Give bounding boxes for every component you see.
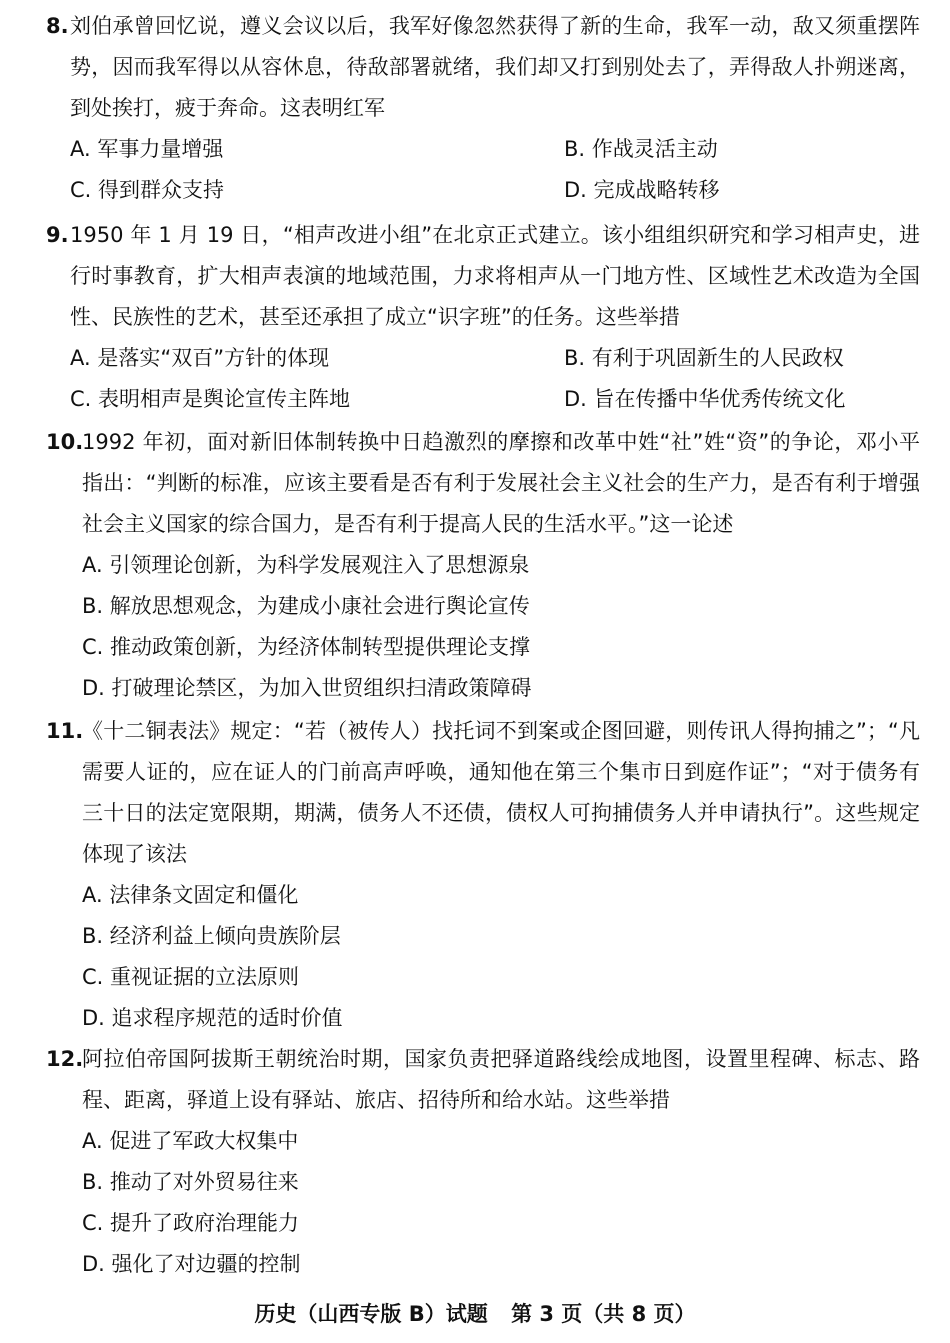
option-d[interactable]: D. 追求程序规范的适时价值 (82, 1006, 343, 1030)
option-c[interactable]: C. 重视证据的立法原则 (82, 965, 300, 989)
question-text: 《十二铜表法》规定：“若（被传人）找托词不到案或企图回避，则传讯人得拘捕之”；“凡需要人证的，应在证人的门前高声呼唤，通知他在第三个集市日到庭作证”；“对于债务有三十日的法定宽限期，期满，债务人不还债，债权人可拘捕债务人并申请执行”。这些规定体现了该法 (82, 719, 920, 866)
option-c[interactable]: C. 得到群众支持 (70, 178, 225, 202)
footer-subject: 历史（山西专版 B）试题 (254, 1302, 488, 1326)
option-a[interactable]: A. 引领理论创新，为科学发展观注入了思想源泉 (82, 553, 530, 577)
option-a[interactable]: A. 军事力量增强 (70, 137, 224, 161)
question-number: 11. (46, 719, 84, 743)
question-number: 12. (46, 1047, 84, 1071)
question-text: 1950 年 1 月 19 日，“相声改进小组”在北京正式建立。该小组组织研究和学习相声史，进行时事教育，扩大相声表演的地域范围，力求将相声从一门地方性、区域性艺术改造为全国性、民族性的艺术，甚至还承担了成立“识字班”的任务。这些举措 (70, 223, 920, 329)
question-stem (0, 422, 950, 545)
options-list (0, 338, 950, 420)
question-text: 刘伯承曾回忆说，遵义会议以后，我军好像忽然获得了新的生命，我军一动，敌又须重摆阵势，因而我军得以从容休息，待敌部署就绪，我们却又打到别处去了，弄得敌人扑朔迷离，到处挨打，疲于奔命。这表明红军 (70, 14, 920, 120)
options-list (0, 545, 950, 709)
option-c[interactable]: C. 提升了政府治理能力 (82, 1211, 300, 1235)
question-text: 阿拉伯帝国阿拔斯王朝统治时期，国家负责把驿道路线绘成地图，设置里程碑、标志、路程、距离，驿道上设有驿站、旅店、招待所和给水站。这些举措 (82, 1047, 920, 1112)
question-stem (0, 1039, 950, 1121)
footer-page-number: 第 3 页（共 8 页） (511, 1302, 696, 1326)
question-number: 8. (46, 14, 69, 38)
option-b[interactable]: B. 有利于巩固新生的人民政权 (564, 346, 844, 370)
page-footer (0, 1296, 950, 1332)
option-d[interactable]: D. 打破理论禁区，为加入世贸组织扫清政策障碍 (82, 676, 532, 700)
question-12 (0, 1039, 950, 1285)
question-8 (0, 6, 950, 211)
option-b[interactable]: B. 作战灵活主动 (564, 137, 718, 161)
option-a[interactable]: A. 促进了军政大权集中 (82, 1129, 299, 1153)
question-9 (0, 215, 950, 420)
question-11 (0, 711, 950, 1039)
question-stem (0, 711, 950, 875)
option-b[interactable]: B. 解放思想观念，为建成小康社会进行舆论宣传 (82, 594, 530, 618)
option-d[interactable]: D. 旨在传播中华优秀传统文化 (564, 387, 846, 411)
option-a[interactable]: A. 法律条文固定和僵化 (82, 883, 299, 907)
option-b[interactable]: B. 经济利益上倾向贵族阶层 (82, 924, 341, 948)
question-10 (0, 422, 950, 709)
option-d[interactable]: D. 强化了对边疆的控制 (82, 1252, 301, 1276)
option-c[interactable]: C. 表明相声是舆论宣传主阵地 (70, 387, 351, 411)
option-b[interactable]: B. 推动了对外贸易往来 (82, 1170, 299, 1194)
option-a[interactable]: A. 是落实“双百”方针的体现 (70, 346, 330, 370)
question-stem (0, 6, 950, 129)
question-text: 1992 年初，面对新旧体制转换中日趋激烈的摩擦和改革中姓“社”姓“资”的争论，邓小平指出：“判断的标准，应该主要看是否有利于发展社会主义社会的生产力，是否有利于增强社会主义国家的综合国力，是否有利于提高人民的生活水平。”这一论述 (82, 430, 920, 536)
question-stem (0, 215, 950, 338)
option-d[interactable]: D. 完成战略转移 (564, 178, 720, 202)
option-c[interactable]: C. 推动政策创新，为经济体制转型提供理论支撑 (82, 635, 531, 659)
options-list (0, 1121, 950, 1285)
options-list (0, 875, 950, 1039)
options-list (0, 129, 950, 211)
question-number: 9. (46, 223, 69, 247)
question-number: 10. (46, 430, 84, 454)
